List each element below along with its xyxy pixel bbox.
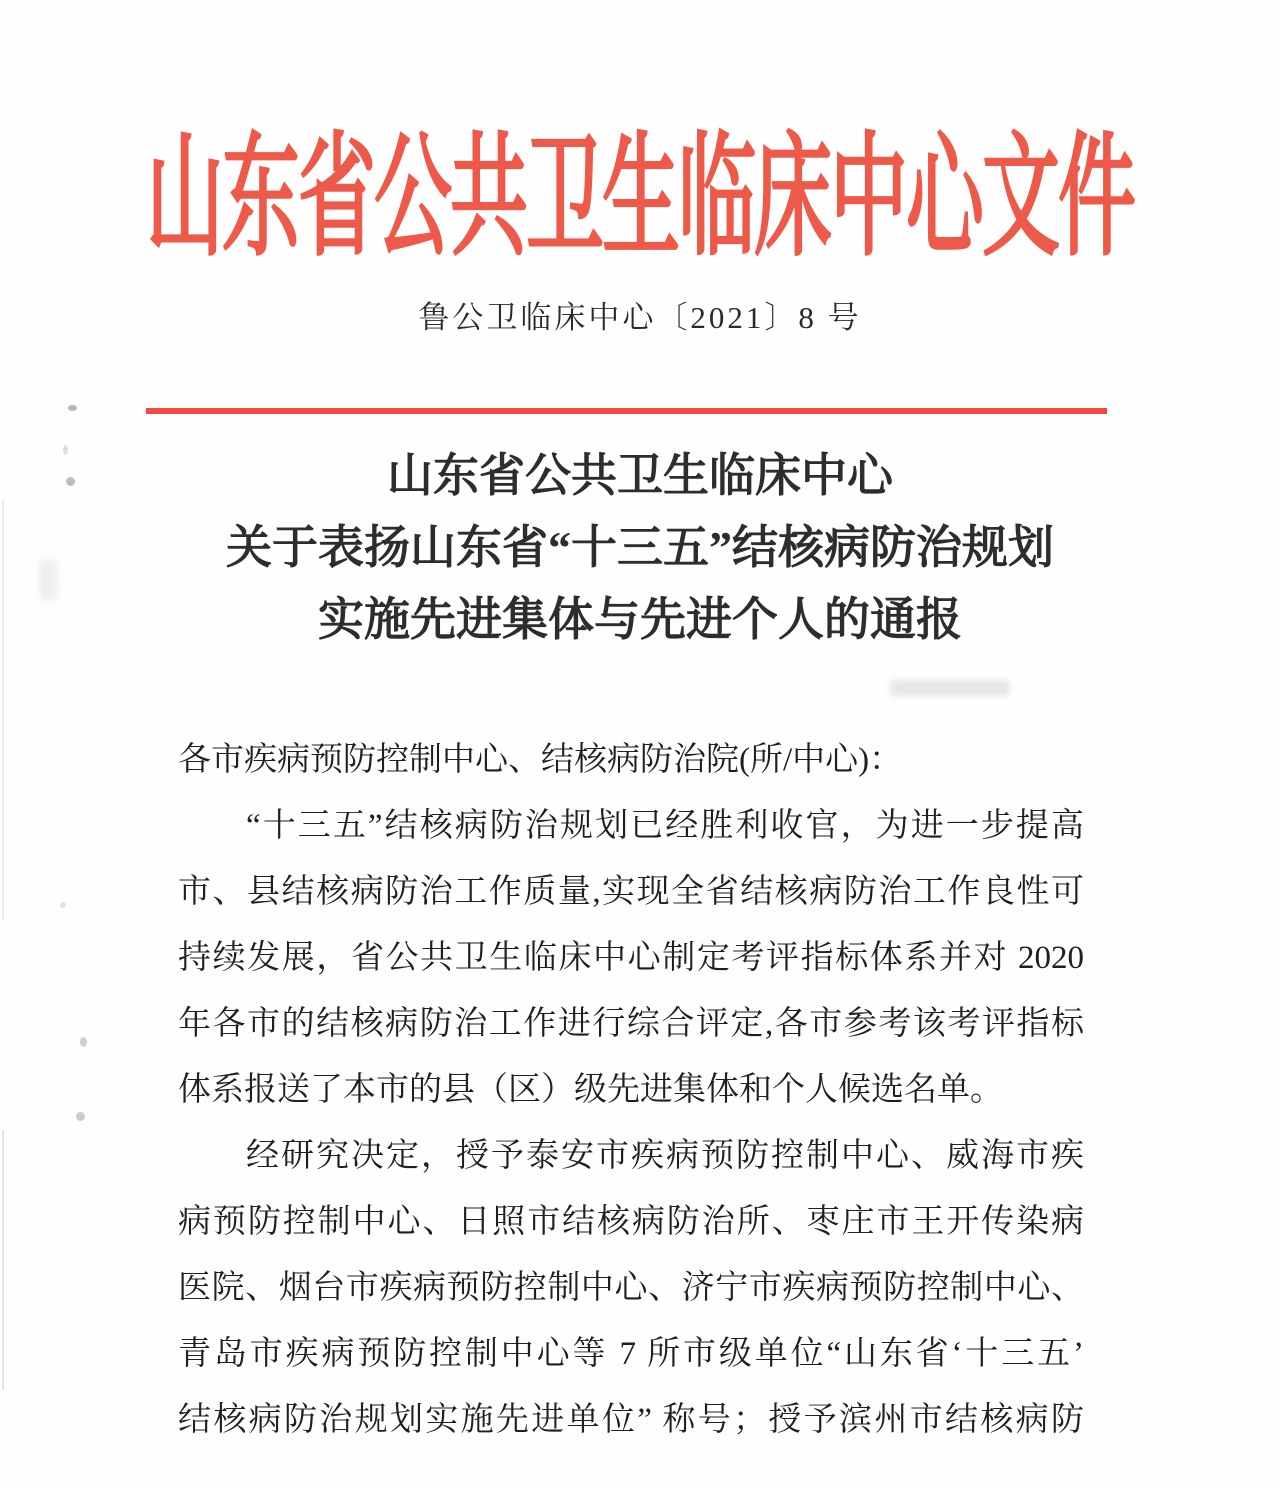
salutation-line: 各市疾病预防控制中心、结核病防治院(所/中心)：	[178, 742, 903, 778]
document-title-line-1: 山东省公共卫生临床中心	[387, 450, 893, 501]
body-line: 病预防控制中心、日照市结核病防治所、枣庄市王开传染病	[178, 1204, 1084, 1240]
body-line: “十三五”结核病防治规划已经胜利收官，为进一步提高	[246, 808, 1084, 844]
scan-edge-artifact	[2, 500, 4, 920]
body-line: 结核病防治规划实施先进单位” 称号；授予滨州市结核病防	[178, 1402, 1084, 1438]
document-title-line-2: 关于表扬山东省“十三五”结核病防治规划	[226, 522, 1054, 573]
scan-speck-artifact	[76, 1112, 85, 1121]
scan-smudge-artifact	[890, 680, 1010, 696]
scan-speck-artifact	[60, 902, 66, 908]
scan-speck-artifact	[80, 1037, 87, 1047]
document-title-line-3: 实施先进集体与先进个人的通报	[318, 594, 962, 645]
red-divider-rule	[146, 408, 1107, 414]
body-line: 医院、烟台市疾病预防控制中心、济宁市疾病预防控制中心、	[178, 1270, 1084, 1306]
scan-edge-artifact	[2, 1130, 4, 1390]
body-line: 持续发展，省公共卫生临床中心制定考评指标体系并对 2020	[178, 940, 1084, 976]
document-number: 鲁公卫临床中心〔2021〕8 号	[418, 300, 862, 335]
body-line: 体系报送了本市的县（区）级先进集体和个人候选名单。	[178, 1072, 1003, 1108]
letterhead-org-title: 山东省公共卫生临床中心文件	[145, 122, 1134, 273]
scan-speck-artifact	[66, 477, 75, 486]
scan-speck-artifact	[68, 405, 77, 411]
scan-speck-artifact	[63, 445, 68, 455]
document-title	[0, 440, 1280, 656]
scan-smudge-artifact	[40, 560, 58, 600]
document-body	[178, 727, 1084, 1453]
body-line: 年各市的结核病防治工作进行综合评定,各市参考该考评指标	[178, 1006, 1084, 1042]
body-line: 青岛市疾病预防控制中心等 7 所市级单位“山东省‘十三五’	[178, 1336, 1084, 1372]
body-line: 经研究决定，授予泰安市疾病预防控制中心、威海市疾	[246, 1138, 1084, 1174]
body-line: 市、县结核病防治工作质量,实现全省结核病防治工作良性可	[178, 874, 1084, 910]
